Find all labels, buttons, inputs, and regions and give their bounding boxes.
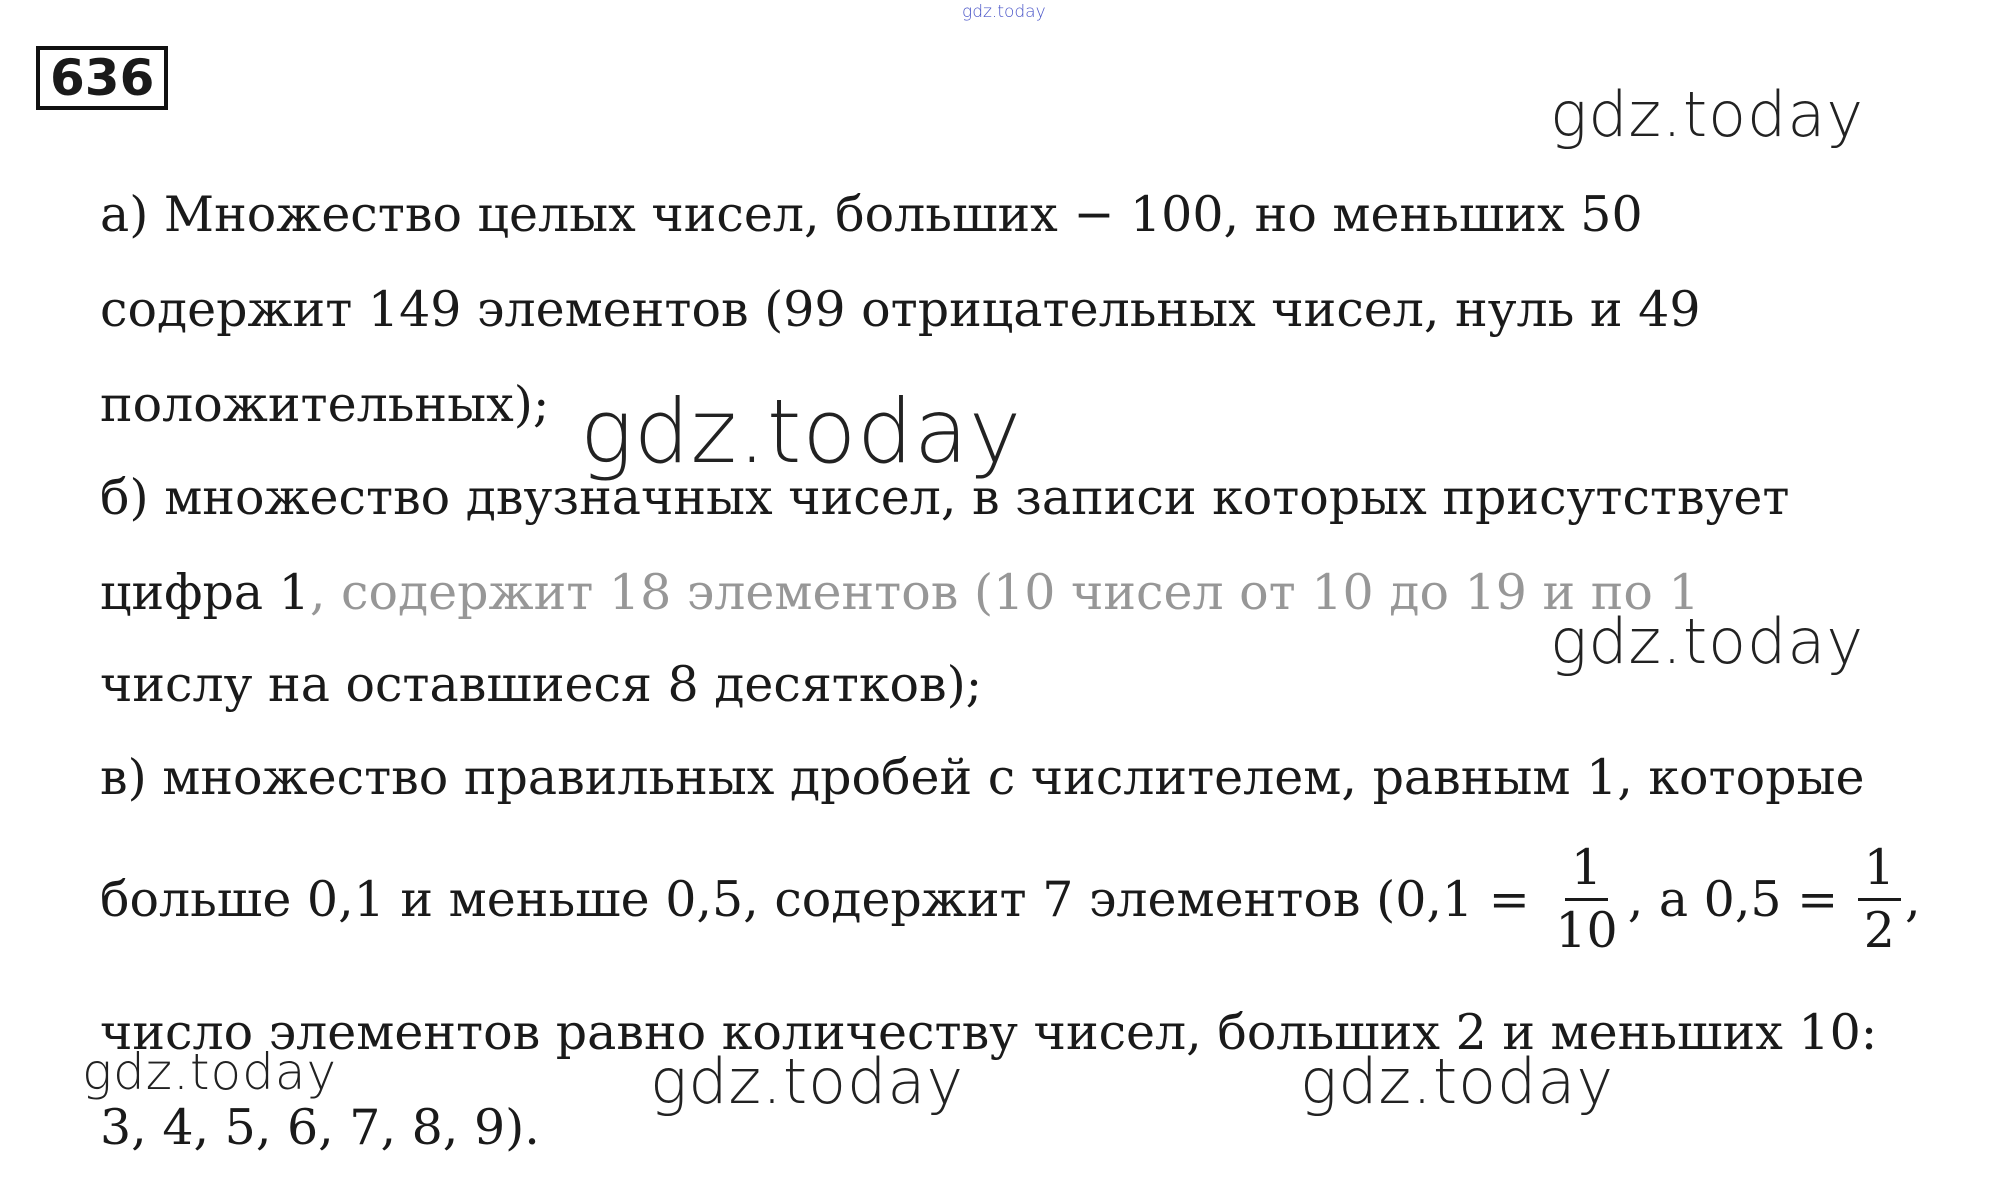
text-line-c2-end: , <box>1904 871 1921 928</box>
text-line-b2-faded: , содержит 18 элементов (10 чисел от 10 до 19 и по 1 <box>309 564 1700 621</box>
fraction-one-half-numerator: 1 <box>1858 838 1901 901</box>
problem-number: 636 <box>36 46 168 110</box>
watermark-bottom-left: gdz.today <box>82 1043 338 1101</box>
fraction-one-half-denominator: 2 <box>1863 902 1895 959</box>
watermark-top-right: gdz.today <box>1550 78 1865 151</box>
watermark-right-mid: gdz.today <box>1550 605 1865 678</box>
text-line-c2-mid: , а 0,5 = <box>1627 871 1839 928</box>
text-line-a1: а) Множество целых чисел, больших − 100, но меньших 50 <box>100 186 1643 243</box>
fraction-one-tenth <box>1549 838 1623 961</box>
watermark-bottom-right: gdz.today <box>1300 1045 1615 1118</box>
watermark-top: gdz.today <box>962 2 1046 22</box>
text-line-a2: содержит 149 элементов (99 отрицательных чисел, нуль и 49 <box>100 281 1701 338</box>
watermark-bottom-center: gdz.today <box>650 1045 965 1118</box>
text-line-b2-start: цифра 1 <box>100 564 310 621</box>
text-line-c2-start: больше 0,1 и меньше 0,5, содержит 7 элементов (0,1 = <box>100 871 1530 928</box>
text-line-c2 <box>100 839 1921 965</box>
fraction-one-tenth-denominator: 10 <box>1555 902 1618 959</box>
text-line-b1: б) множество двузначных чисел, в записи которых присутствует <box>100 469 1790 526</box>
text-line-b2 <box>100 563 1700 623</box>
watermark-center: gdz.today <box>580 380 1023 483</box>
text-line-c4: 3, 4, 5, 6, 7, 8, 9). <box>100 1099 540 1156</box>
fraction-one-half <box>1858 838 1901 961</box>
text-line-b3: числу на оставшиеся 8 десятков); <box>100 656 983 713</box>
fraction-one-tenth-numerator: 1 <box>1565 838 1608 901</box>
text-line-a3: положительных); <box>100 376 550 433</box>
text-line-c3: число элементов равно количеству чисел, больших 2 и меньших 10: <box>100 1004 1878 1061</box>
text-line-c1: в) множество правильных дробей с числителем, равным 1, которые <box>100 749 1865 806</box>
